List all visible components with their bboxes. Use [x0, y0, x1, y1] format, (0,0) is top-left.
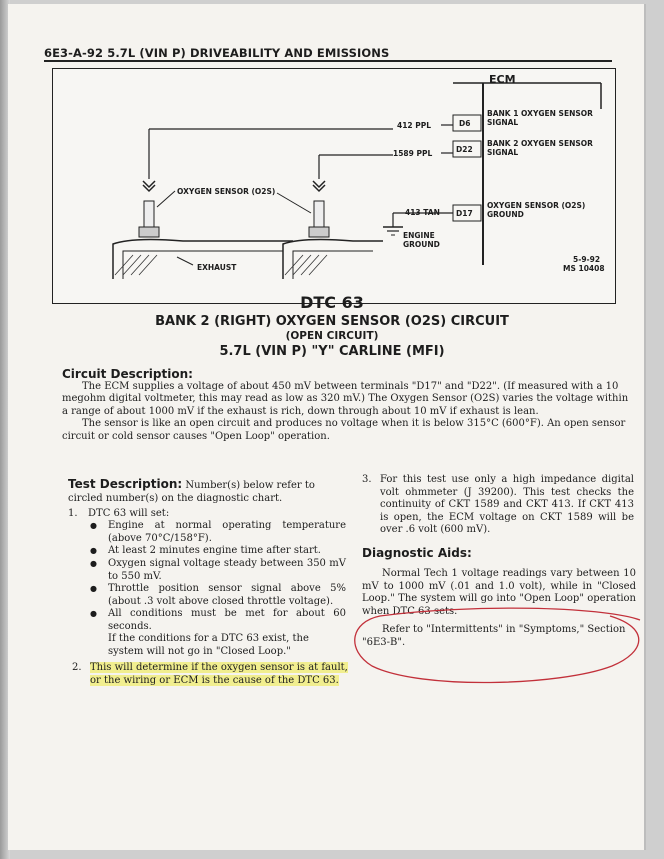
bullet-1: ● Engine at normal operating temperature (above 70°C/158°F).: [108, 520, 346, 545]
test-item-2: [90, 662, 348, 687]
diagnostic-aids-heading: Diagnostic Aids:: [362, 546, 472, 560]
bank1-signal-label: BANK 1 OXYGEN SENSOR SIGNAL: [487, 109, 593, 127]
exhaust-label: EXHAUST: [197, 263, 237, 272]
wiring-svg: [53, 69, 615, 303]
pin-d17: D17: [456, 209, 473, 218]
ecm-label: ECM: [489, 73, 516, 86]
diagram-ms-number: MS 10408: [563, 264, 605, 273]
wire-1589-label: 1589 PPL: [393, 149, 433, 158]
test-item-1-note: If the conditions for a DTC 63 exist, the system will not go in "Closed Loop.": [108, 633, 309, 657]
dtc-title: DTC 63: [300, 293, 364, 312]
circuit-paragraph-1: The ECM supplies a voltage of about 450 mV between terminals "D17" and "D22". (If measured with a 10 megohm digital voltmeter, this may read as low as 320 mV.) The Oxygen Sensor (O2S) varies the voltage within a range of about 1000 mV if the exhaust is rich, down through about 10 mV if exhaust is lean.: [62, 380, 629, 417]
o2s-ground-label: OXYGEN SENSOR (O2S) GROUND: [487, 201, 586, 219]
pin-d22: D22: [456, 145, 473, 154]
wiring-diagram: [52, 68, 616, 304]
diagram-date: 5-9-92: [573, 255, 601, 264]
vin-title: 5.7L (VIN P) "Y" CARLINE (MFI): [219, 344, 445, 359]
circuit-description-heading: Circuit Description:: [62, 367, 193, 381]
wire-413-label: 413 TAN: [405, 208, 440, 217]
highlighted-text: This will determine if the oxygen sensor is at fault, or the wiring or ECM is the cause of the DTC 63.: [90, 662, 348, 686]
bullet-3: ● Oxygen signal voltage steady between 350 mV to 550 mV.: [108, 558, 346, 583]
wire-412-label: 412 PPL: [397, 121, 432, 130]
circuit-title: BANK 2 (RIGHT) OXYGEN SENSOR (O2S) CIRCUIT: [155, 314, 509, 329]
test-item-3-num: 3.: [362, 474, 372, 485]
oxygen-sensor-label: OXYGEN SENSOR (O2S): [177, 187, 276, 196]
bank2-signal-label: BANK 2 OXYGEN SENSOR SIGNAL: [487, 139, 593, 157]
pin-d6: D6: [459, 119, 471, 128]
diagnostic-aids-paragraph-1: Normal Tech 1 voltage readings vary between 10 mV to 1000 mV (.01 and 1.0 volt), while in "Closed Loop." The system will go into "Open Loop" operation when DTC 63 sets.: [362, 568, 636, 617]
bullet-4: ● Throttle position sensor signal above 5% (about .3 volt above closed throttle voltage).: [108, 583, 346, 608]
circuit-paragraph-2: The sensor is like an open circuit and produces no voltage when it is below 315°C (600°F). An open sensor circuit or cold sensor causes "Open Loop" operation.: [62, 418, 626, 442]
header-rule: [44, 60, 612, 62]
bullet-2: ● At least 2 minutes engine time after start.: [108, 545, 346, 558]
test-item-3: For this test use only a high impedance digital volt ohmmeter (J 39200). This test checks the continuity of CKT 1589 and CKT 413. If CKT 413 is open, the ECM voltage on CKT 1589 will be over .6 volt (600 mV).: [380, 474, 634, 535]
test-description-heading: Test Description:: [68, 477, 183, 491]
open-circuit-subtitle: (OPEN CIRCUIT): [285, 330, 379, 342]
bullet-5: ● All conditions must be met for about 60 seconds.: [108, 608, 346, 633]
page-header: 6E3-A-92 5.7L (VIN P) DRIVEABILITY AND EMISSIONS: [44, 46, 390, 60]
test-item-1-num: 1.: [68, 508, 78, 519]
engine-ground-label: ENGINE GROUND: [403, 231, 440, 249]
diagnostic-aids-paragraph-2: Refer to "Intermittents" in "Symptoms," Section "6E3-B".: [362, 624, 626, 648]
test-item-1: DTC 63 will set:: [88, 508, 170, 519]
test-description-intro: [68, 478, 346, 505]
test-description-text: Number(s) below refer to circled number(s) on the diagnostic chart.: [68, 480, 315, 504]
circuit-description: [62, 368, 634, 443]
test-item-2-num: 2.: [72, 662, 82, 673]
